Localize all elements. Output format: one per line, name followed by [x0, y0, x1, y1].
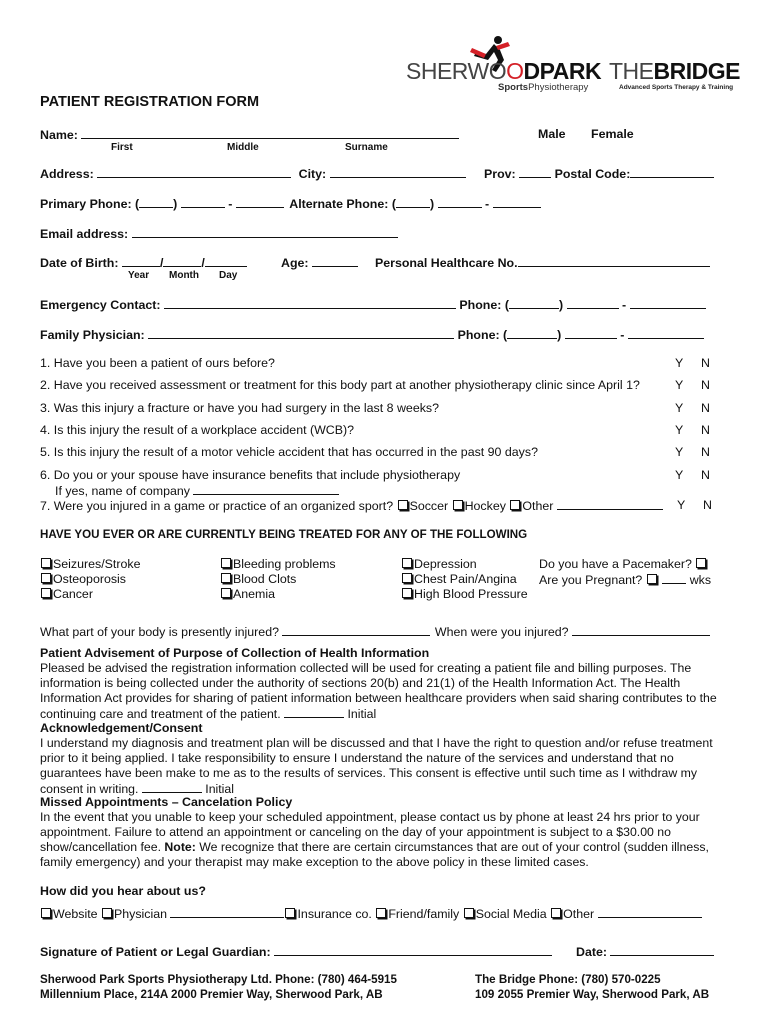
question-1: 1. Have you been a patient of ours before? [40, 356, 275, 370]
blood-clots-checkbox[interactable] [221, 573, 231, 583]
question-3: 3. Was this injury a fracture or have you had surgery in the last 8 weeks? [40, 401, 439, 415]
hockey-label: Hockey [464, 499, 506, 513]
website-checkbox[interactable] [41, 908, 51, 918]
dash: - [622, 298, 627, 312]
advisement-initial-field[interactable] [284, 706, 344, 718]
dob-month-field[interactable] [163, 255, 201, 267]
missed-heading: Missed Appointments – Cancelation Policy [40, 795, 293, 809]
q3-no[interactable]: N [701, 401, 710, 415]
seizures-label: Seizures/Stroke [53, 557, 141, 571]
emergency-field[interactable] [164, 297, 456, 309]
paren: ) [429, 197, 435, 211]
healthcare-field[interactable] [518, 255, 710, 267]
form-title: PATIENT REGISTRATION FORM [40, 94, 260, 110]
q5-no[interactable]: N [701, 445, 710, 459]
prov-label: Prov: [484, 167, 516, 181]
alternate-phone-label: Alternate Phone: ( [289, 197, 396, 211]
anemia-checkbox[interactable] [221, 588, 231, 598]
consent-initial-label: Initial [205, 781, 234, 796]
family-physician-field[interactable] [148, 327, 454, 339]
depression-checkbox[interactable] [402, 558, 412, 568]
city-field[interactable] [330, 166, 466, 178]
primary-line-field[interactable] [236, 196, 284, 208]
blood-clots-label: Blood Clots [233, 572, 297, 586]
healthcare-label: Personal Healthcare No. [375, 256, 518, 270]
q4-yes[interactable]: Y [675, 423, 684, 437]
osteoporosis-checkbox[interactable] [41, 573, 51, 583]
q3-yes[interactable]: Y [675, 401, 684, 415]
age-label: Age: [281, 256, 309, 270]
primary-prefix-field[interactable] [181, 196, 225, 208]
paren: ) [557, 328, 562, 342]
q5-yes[interactable]: Y [675, 445, 684, 459]
middle-label: Middle [227, 142, 259, 153]
slash: / [201, 256, 205, 270]
physician-label: Physician [114, 907, 168, 921]
logo-sherwood-bold: DPARK [523, 58, 602, 84]
other-sport-checkbox[interactable] [510, 500, 520, 510]
q6-no[interactable]: N [701, 468, 710, 482]
family-physician-label: Family Physician: [40, 328, 145, 342]
question-4: 4. Is this injury the result of a workplace accident (WCB)? [40, 423, 355, 437]
q6-yes[interactable]: Y [675, 468, 684, 482]
advisement-initial-label: Initial [347, 706, 377, 721]
year-label: Year [128, 270, 150, 281]
date-label: Date: [576, 945, 607, 959]
physician-area-field[interactable] [507, 327, 557, 339]
dob-year-field[interactable] [122, 255, 160, 267]
paren: ) [173, 197, 178, 211]
physician-line-field[interactable] [628, 327, 704, 339]
weeks-field[interactable] [662, 572, 686, 584]
pacemaker-label: Do you have a Pacemaker? [539, 557, 692, 571]
social-label: Social Media [475, 907, 547, 921]
other-sport-field[interactable] [557, 498, 663, 510]
friend-label: Friend/family [388, 907, 460, 921]
name-field[interactable] [81, 127, 459, 139]
q1-no[interactable]: N [701, 356, 710, 370]
emergency-area-field[interactable] [509, 297, 559, 309]
chest-pain-label: Chest Pain/Angina [414, 572, 517, 586]
email-field[interactable] [132, 226, 398, 238]
seizures-checkbox[interactable] [41, 558, 51, 568]
friend-checkbox[interactable] [376, 908, 386, 918]
chest-pain-checkbox[interactable] [402, 573, 412, 583]
soccer-label: Soccer [409, 499, 449, 513]
male-option[interactable]: Male [538, 127, 566, 141]
blood-pressure-label: High Blood Pressure [414, 587, 528, 601]
physician-checkbox[interactable] [102, 908, 112, 918]
footer-right-2: 109 2055 Premier Way, Sherwood Park, AB [475, 988, 710, 1001]
physician-phone-label: Phone: ( [457, 328, 508, 342]
postal-field[interactable] [630, 166, 714, 178]
injury-when-field[interactable] [572, 624, 710, 636]
surname-label: Surname [345, 142, 388, 153]
injury-part-label: What part of your body is presently injured? [40, 625, 279, 639]
consent-body: I understand my diagnosis and treatment plan will be discussed and that I have the right to question and/or refuse treatment prior to it being applied. I take responsibility to ensure I understand the nature of the services and understand that no guarantees have been make to me as to the results of services. This consent is effective until such time as I withdraw my consent in writing. [40, 736, 713, 796]
postal-label: Postal Code: [554, 167, 631, 181]
referral-question: How did you hear about us? [40, 884, 206, 898]
anemia-label: Anemia [233, 587, 276, 601]
alternate-area-field[interactable] [396, 196, 430, 208]
missed-body-2: We recognize that there are certain circumstances that are out of your control (sudden illness, family emergency) and your therapist may make exception to the above policy in these limited cases. [40, 839, 709, 869]
missed-body-1: In the event that you unable to keep your scheduled appointment, please contact us by phone at least 24 hrs prior to your appointment. Failure to attend an appointment or canceling on the day of your appointment is subject to a $30.00 no show/cancellation fee. [40, 810, 700, 854]
the-bridge-logo [609, 58, 740, 94]
age-field[interactable] [312, 255, 358, 267]
q4-no[interactable]: N [701, 423, 710, 437]
dash: - [485, 197, 490, 211]
other-referral-label: Other [563, 907, 595, 921]
slash: / [159, 256, 164, 270]
other-sport-label: Other [522, 499, 554, 513]
bleeding-checkbox[interactable] [221, 558, 231, 568]
female-option[interactable]: Female [591, 127, 634, 141]
question-2: 2. Have you received assessment or treatment for this body part at another physiotherapy clinic since April 1? [40, 378, 640, 392]
question-6: 6. Do you or your spouse have insurance benefits that include physiotherapy [40, 468, 461, 482]
city-label: City: [298, 167, 327, 181]
hockey-checkbox[interactable] [453, 500, 463, 510]
paren: ) [558, 298, 564, 312]
logo-sherwood-thin: SHERWO [406, 58, 507, 84]
question-7: 7. Were you injured in a game or practice of an organized sport? [40, 499, 394, 513]
q7-yes[interactable]: Y [677, 498, 686, 512]
website-label: Website [53, 907, 98, 921]
other-referral-field[interactable] [598, 906, 702, 918]
soccer-checkbox[interactable] [398, 500, 408, 510]
injury-when-label: When were you injured? [434, 625, 569, 639]
other-referral-checkbox[interactable] [551, 908, 561, 918]
signature-field[interactable] [274, 944, 552, 956]
bleeding-label: Bleeding problems [233, 557, 336, 571]
conditions-heading: HAVE YOU EVER OR ARE CURRENTLY BEING TREATED FOR ANY OF THE FOLLOWING [40, 528, 528, 541]
q6-company-field[interactable] [193, 483, 339, 495]
missed-paragraph [40, 810, 720, 870]
q6-company-label: If yes, name of company [55, 484, 190, 498]
advisement-heading: Patient Advisement of Purpose of Collection of Health Information [40, 646, 430, 660]
logo-bridge-sub: Advanced Sports Therapy & Training [619, 84, 734, 91]
consent-initial-field[interactable] [142, 781, 202, 793]
cancer-label: Cancer [53, 587, 93, 601]
month-label: Month [169, 270, 199, 281]
pregnant-checkbox[interactable] [647, 574, 657, 584]
dash: - [228, 197, 233, 211]
signature-label: Signature of Patient or Legal Guardian: [40, 945, 271, 959]
q2-yes[interactable]: Y [675, 378, 684, 392]
name-label: Name: [40, 128, 78, 142]
advisement-body: Pleased be advised the registration information collected will be used for creating a patient file and billing purposes. The information is being collected under the authority of sections 20(b) and 21(1) of the Health Information Act. The Health Information Act provides for sharing of patient information between healthcare providers when said sharing contributes to the continuing care and treatment of the patient. [40, 661, 717, 721]
physician-name-field[interactable] [170, 906, 284, 918]
address-field[interactable] [97, 166, 291, 178]
consent-paragraph [40, 736, 720, 797]
question-5: 5. Is this injury the result of a motor vehicle accident that has occurred in the past 90 days? [40, 445, 538, 459]
footer-left-1: Sherwood Park Sports Physiotherapy Ltd. Phone: (780) 464-5915 [40, 973, 397, 986]
logo-sub: Physiotherapy [528, 82, 589, 93]
footer-right-1: The Bridge Phone: (780) 570-0225 [475, 973, 661, 986]
sherwood-park-logo [406, 38, 602, 94]
alternate-prefix-field[interactable] [438, 196, 482, 208]
logo-sub-bold: Sports [498, 82, 529, 93]
depression-label: Depression [414, 557, 477, 571]
logo-bridge-bold: BRIDGE [653, 58, 740, 84]
emergency-label: Emergency Contact: [40, 298, 161, 312]
logo-sherwood-red: O [506, 58, 524, 84]
insurance-checkbox[interactable] [285, 908, 295, 918]
social-checkbox[interactable] [464, 908, 474, 918]
note-label: Note: [164, 839, 196, 854]
advisement-paragraph [40, 661, 720, 722]
logo-bridge-thin: THE [609, 58, 654, 84]
cancer-checkbox[interactable] [41, 588, 51, 598]
prov-field[interactable] [519, 166, 551, 178]
dob-day-field[interactable] [205, 255, 247, 267]
day-label: Day [219, 270, 238, 281]
alternate-line-field[interactable] [493, 196, 541, 208]
dash: - [620, 328, 625, 342]
physician-prefix-field[interactable] [565, 327, 617, 339]
pacemaker-checkbox[interactable] [696, 558, 706, 568]
emergency-phone-label: Phone: ( [459, 298, 509, 312]
injury-part-field[interactable] [282, 624, 430, 636]
q1-yes[interactable]: Y [675, 356, 684, 370]
primary-area-field[interactable] [139, 196, 173, 208]
blood-pressure-checkbox[interactable] [402, 588, 412, 598]
emergency-prefix-field[interactable] [567, 297, 619, 309]
q2-no[interactable]: N [701, 378, 710, 392]
insurance-label: Insurance co. [297, 907, 372, 921]
first-label: First [111, 142, 133, 153]
address-label: Address: [40, 167, 94, 181]
weeks-label: wks [689, 573, 712, 587]
primary-phone-label: Primary Phone: ( [40, 197, 140, 211]
footer-left-2: Millennium Place, 214A 2000 Premier Way, Sherwood Park, AB [40, 988, 383, 1001]
q7-no[interactable]: N [703, 498, 712, 512]
dob-label: Date of Birth: [40, 256, 119, 270]
emergency-line-field[interactable] [630, 297, 706, 309]
consent-heading: Acknowledgement/Consent [40, 721, 203, 735]
date-field[interactable] [610, 944, 714, 956]
pregnant-label: Are you Pregnant? [539, 573, 643, 587]
osteoporosis-label: Osteoporosis [53, 572, 127, 586]
email-label: Email address: [40, 227, 129, 241]
